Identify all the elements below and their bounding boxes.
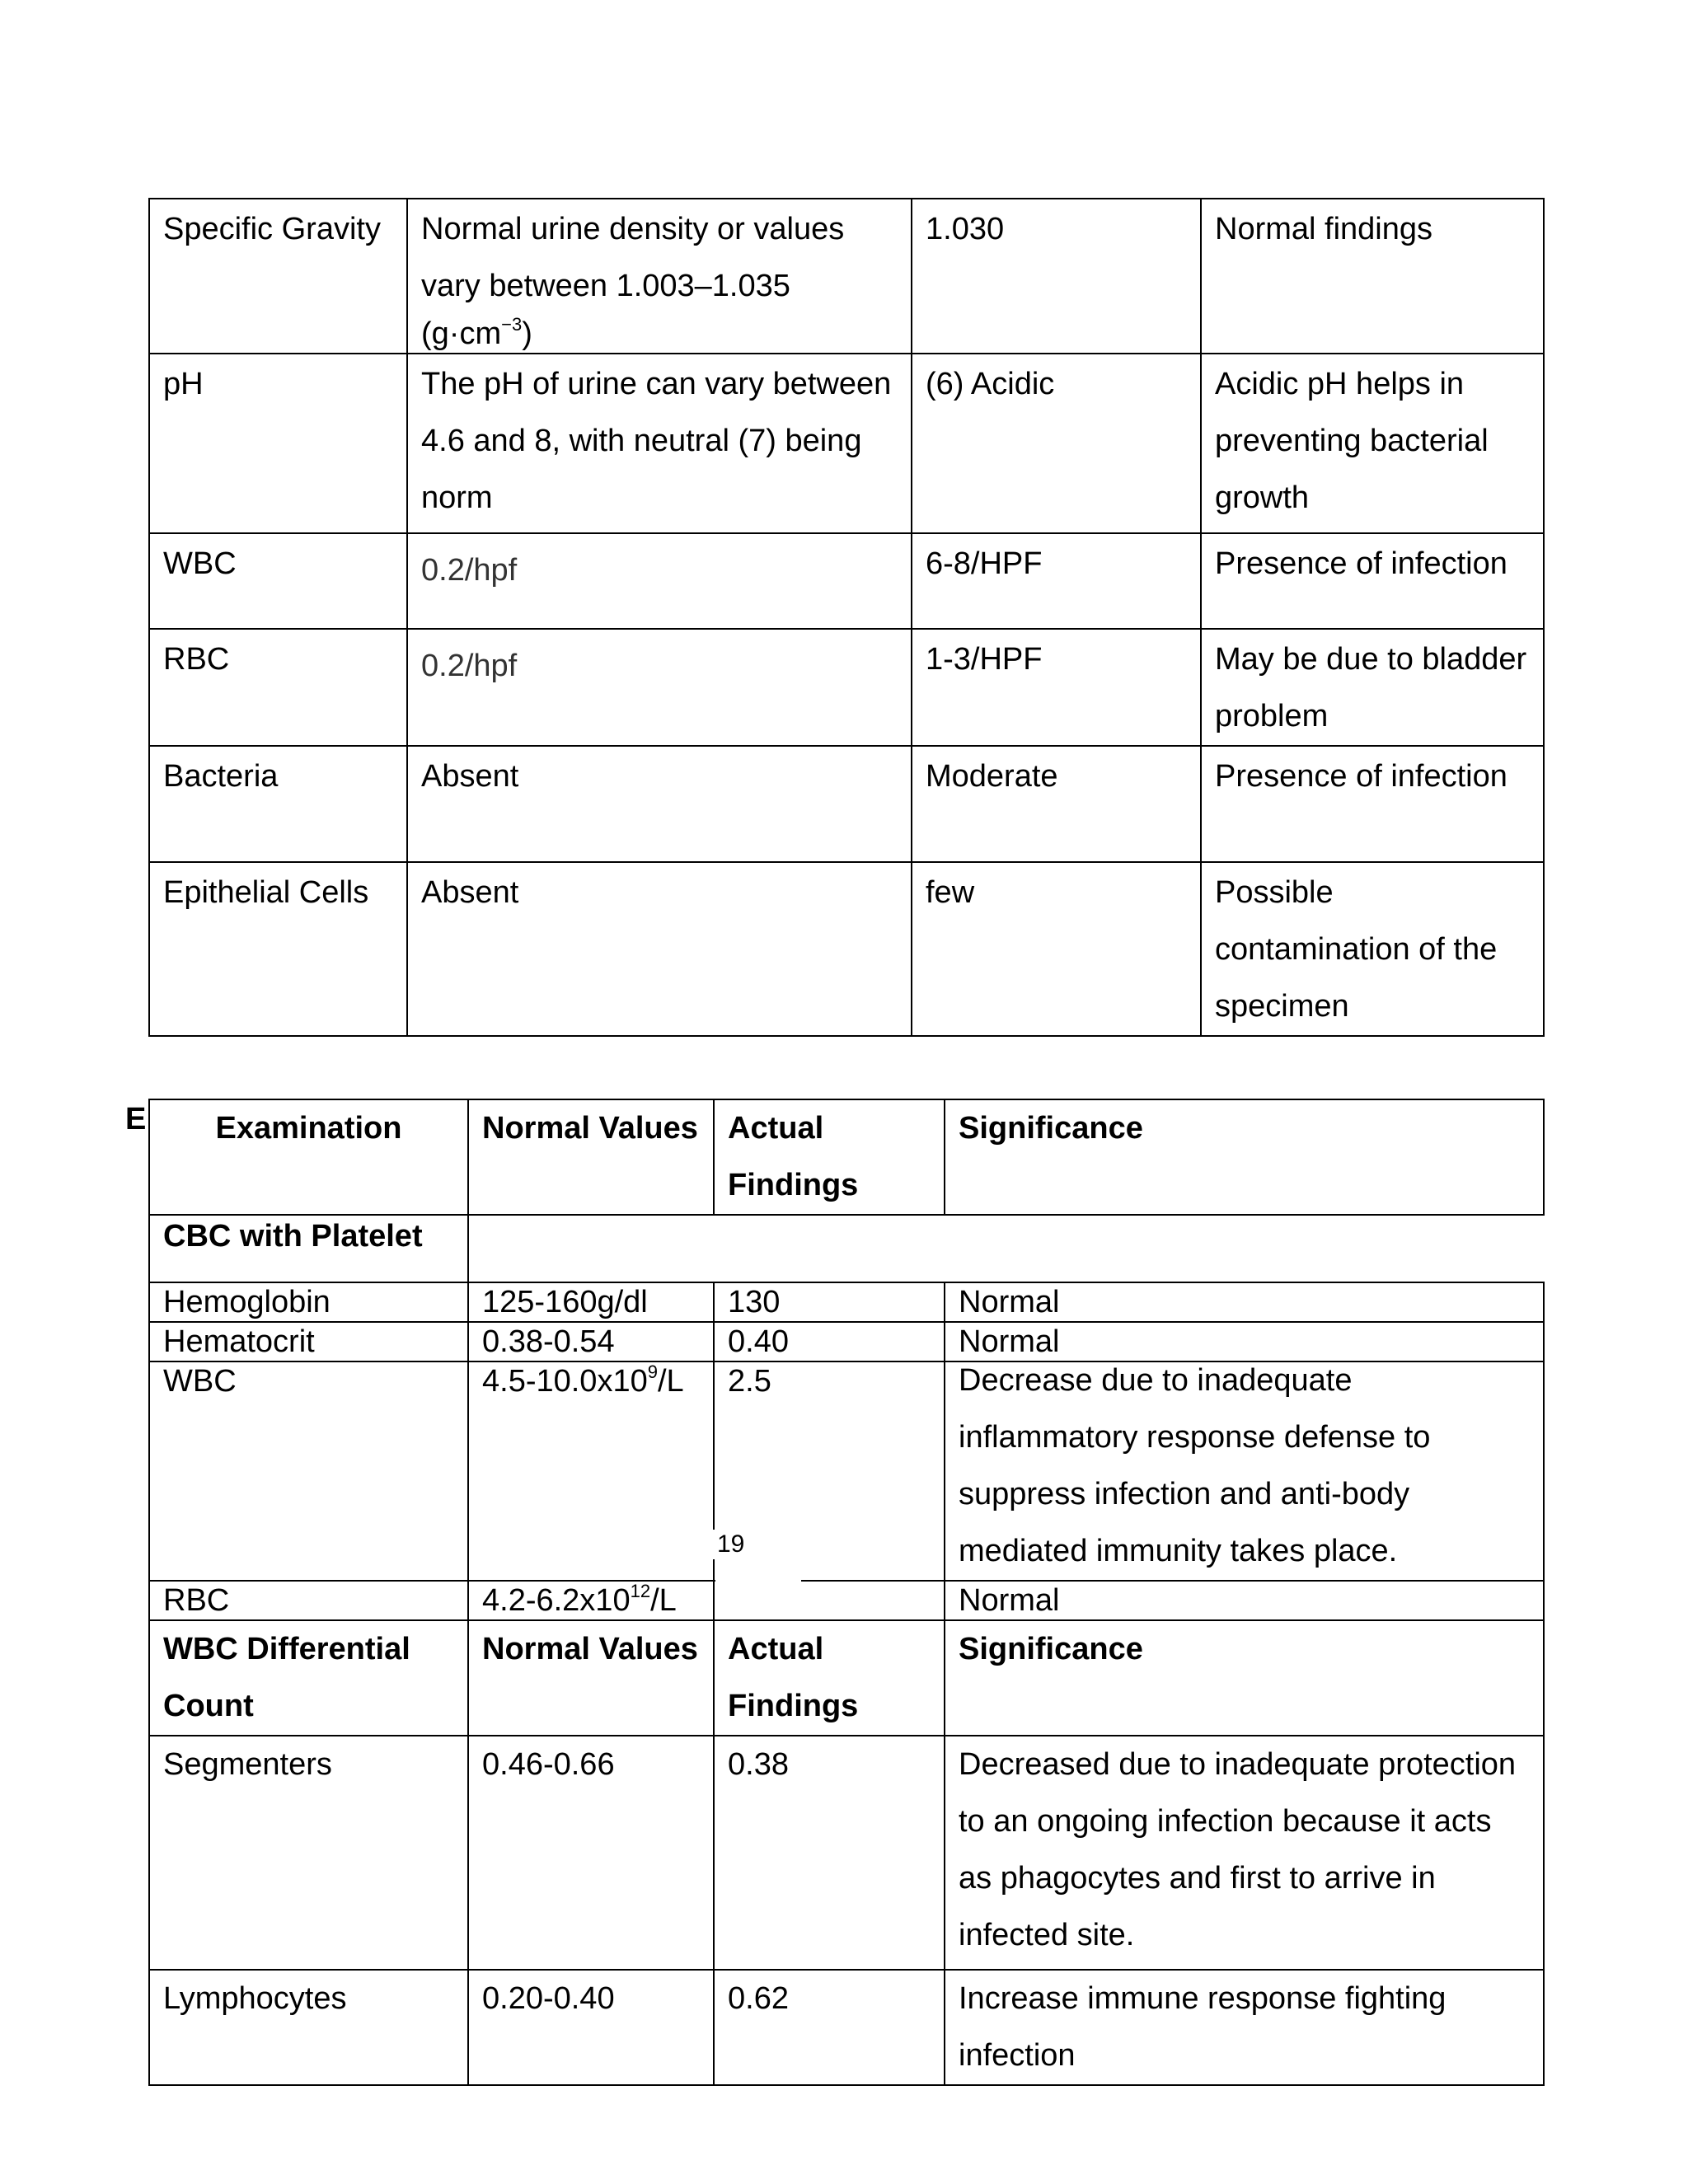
test-name: WBC [149,533,407,629]
normal-value: 0.46-0.66 [468,1736,714,1970]
table-row [149,1282,1544,1322]
header-actual-findings: Actual Findings [714,1099,945,1215]
test-name: Hematocrit [149,1322,468,1361]
actual-value: 6-8/HPF [912,533,1201,629]
test-name: RBC [149,629,407,746]
section-row [149,1215,1544,1282]
significance: Normal findings [1201,199,1544,354]
actual-value: 0.62 [714,1970,945,2085]
urinalysis-table [148,198,1545,1037]
test-name: Bacteria [149,746,407,862]
section-empty [468,1215,1544,1282]
value-base: 4.2-6.2x10 [482,1583,631,1618]
value-unit: /L [650,1583,677,1618]
actual-value: 1.030 [912,199,1201,354]
significance: Presence of infection [1201,746,1544,862]
header-examination: WBC Differential Count [149,1620,468,1736]
significance: Normal [945,1581,1544,1620]
table-row [149,1581,1544,1620]
table-row [149,354,1544,533]
test-name: Epithelial Cells [149,862,407,1036]
table-header-row [149,1620,1544,1736]
value-unit: /L [657,1364,684,1399]
actual-value: 1-3/HPF [912,629,1201,746]
normal-value [468,1581,714,1620]
significance: Normal [945,1322,1544,1361]
table-row [149,199,1544,354]
table-row [149,1736,1544,1970]
test-name: RBC [149,1581,468,1620]
table-row [149,1322,1544,1361]
page-number: 19 [710,1530,751,1559]
header-normal-values: Normal Values [468,1620,714,1736]
significance: Decreased due to inadequate protection to an ongoing infection because it acts as phagocytes and first to arrive in infected site. [945,1736,1544,1970]
value-exponent: 12 [630,1581,651,1601]
actual-value: few [912,862,1201,1036]
actual-value: 0.40 [714,1322,945,1361]
significance [945,1361,1544,1581]
significance: Possible contamination of the specimen [1201,862,1544,1036]
actual-value: Moderate [912,746,1201,862]
header-significance: Significance [945,1620,1544,1736]
table-row [149,629,1544,746]
blood-test-table [148,1099,1545,2086]
actual-value: 2.5 [714,1361,945,1581]
header-normal-values: Normal Values [468,1099,714,1215]
significance: Acidic pH helps in preventing bacterial growth [1201,354,1544,533]
normal-value [407,199,912,354]
normal-value: 0.38-0.54 [468,1322,714,1361]
table-row [149,746,1544,862]
border-gap [715,1559,801,1591]
table-row [149,533,1544,629]
normal-value: 0.2/hpf [407,533,912,629]
stray-letter: E [125,1102,147,1137]
normal-value: The pH of urine can vary between 4.6 and 8, with neutral (7) being norm [407,354,912,533]
test-name: Lymphocytes [149,1970,468,2085]
test-name: Hemoglobin [149,1282,468,1322]
unit-base: (g·cm [421,316,502,351]
normal-value [468,1361,714,1581]
header-significance: Significance [945,1099,1544,1215]
test-name: Segmenters [149,1736,468,1970]
significance: May be due to bladder problem [1201,629,1544,746]
table-row [149,862,1544,1036]
significance-text: Decrease due to inadequate inflammatory response defense to suppress infection and anti-body mediated immunity takes place. [959,1363,1431,1568]
table-row [149,1361,1544,1581]
normal-unit [421,315,898,353]
normal-value: Absent [407,746,912,862]
normal-value: 0.2/hpf [407,629,912,746]
table-header-row [149,1099,1544,1215]
actual-value: 0.38 [714,1736,945,1970]
test-name: Specific Gravity [149,199,407,354]
header-actual-findings: Actual Findings [714,1620,945,1736]
test-name: WBC [149,1361,468,1581]
significance: Increase immune response fighting infection [945,1970,1544,2085]
normal-line: vary between 1.003–1.035 [421,269,790,303]
normal-value: 0.20-0.40 [468,1970,714,2085]
section-title: CBC with Platelet [149,1215,468,1282]
actual-value: 130 [714,1282,945,1322]
unit-end: ) [522,316,532,351]
normal-line: Normal urine density or values [421,212,845,246]
unit-exponent: −3 [501,314,523,335]
value-exponent: 9 [647,1361,658,1382]
significance: Presence of infection [1201,533,1544,629]
header-examination: Examination [149,1099,468,1215]
significance: Normal [945,1282,1544,1322]
value-base: 4.5-10.0x10 [482,1364,648,1399]
normal-value: 125-160g/dl [468,1282,714,1322]
test-name: pH [149,354,407,533]
table-row [149,1970,1544,2085]
actual-value: (6) Acidic [912,354,1201,533]
normal-value: Absent [407,862,912,1036]
